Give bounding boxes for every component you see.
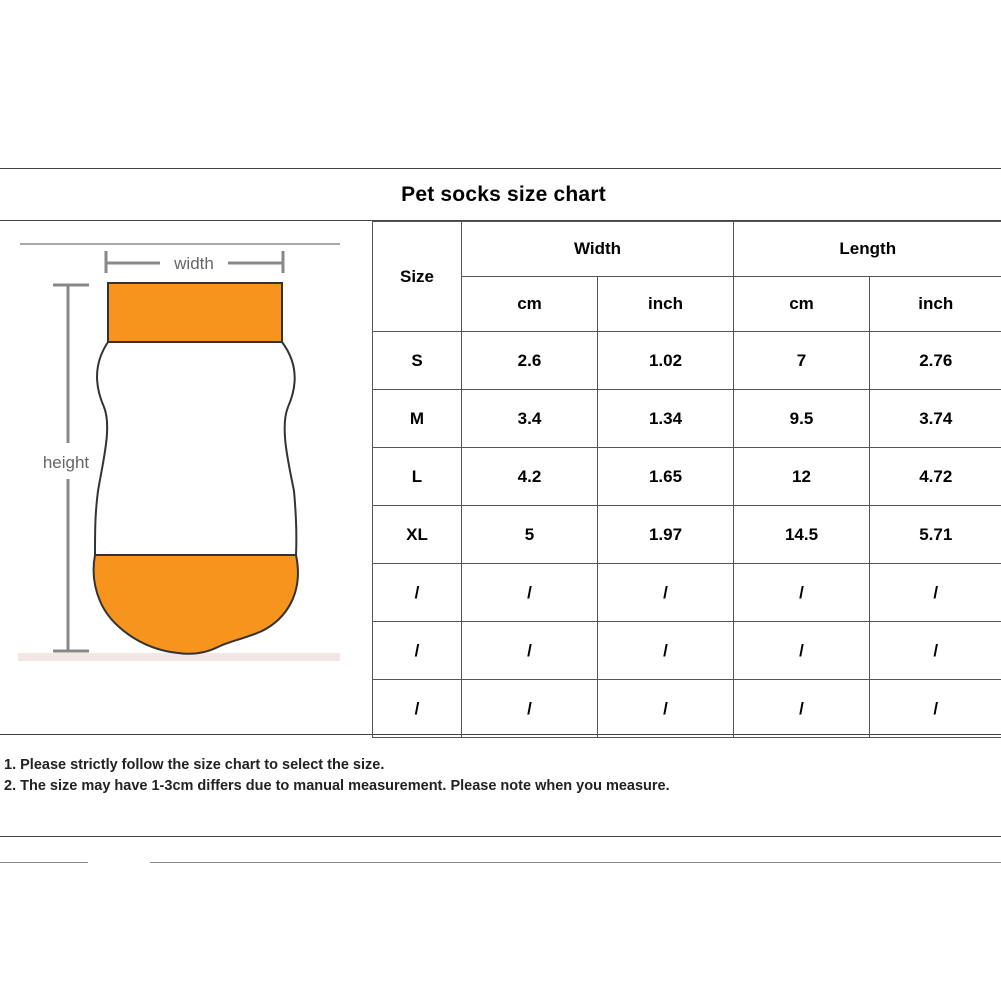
sock-top-band	[108, 283, 282, 342]
size-cell: XL	[373, 506, 462, 564]
width-inch-cell: /	[598, 564, 734, 622]
size-cell: /	[373, 622, 462, 680]
footer-rule-right	[150, 862, 1001, 863]
note-line: 2. The size may have 1-3cm differs due to manual measurement. Please note when you measure.	[4, 778, 670, 794]
width-group-header: Width	[462, 222, 734, 277]
width-inch-cell: 1.02	[598, 332, 734, 390]
width-inch-cell: 1.97	[598, 506, 734, 564]
unit-header: inch	[870, 277, 1001, 332]
length-cm-cell: /	[734, 564, 870, 622]
notes-bottom-rule	[0, 836, 1001, 837]
width-cm-cell: /	[462, 564, 598, 622]
width-cm-cell: 4.2	[462, 448, 598, 506]
table-row	[373, 680, 1001, 738]
height-label: height	[42, 453, 90, 472]
table-header-row	[373, 222, 1001, 277]
size-cell: S	[373, 332, 462, 390]
width-label: width	[174, 254, 214, 273]
table-row	[373, 564, 1001, 622]
width-cm-cell: /	[462, 680, 598, 738]
footer-rule-left	[0, 862, 88, 863]
width-inch-cell: 1.34	[598, 390, 734, 448]
length-cm-cell: /	[734, 622, 870, 680]
table-unit-row	[373, 277, 1001, 332]
table-row	[373, 622, 1001, 680]
length-inch-cell: 3.74	[870, 390, 1001, 448]
length-inch-cell: 5.71	[870, 506, 1001, 564]
chart-title: Pet socks size chart	[401, 183, 606, 206]
top-rule	[0, 168, 1001, 169]
size-cell: /	[373, 680, 462, 738]
length-inch-cell: 4.72	[870, 448, 1001, 506]
length-cm-cell: 12	[734, 448, 870, 506]
table-row	[373, 448, 1001, 506]
size-cell: /	[373, 564, 462, 622]
size-table	[372, 221, 1001, 738]
width-cm-cell: 2.6	[462, 332, 598, 390]
width-cm-cell: 3.4	[462, 390, 598, 448]
width-inch-cell: 1.65	[598, 448, 734, 506]
table-row	[373, 506, 1001, 564]
sock-illustration	[0, 221, 372, 735]
ground-shadow	[18, 653, 340, 661]
width-cm-cell: /	[462, 622, 598, 680]
size-cell: M	[373, 390, 462, 448]
length-cm-cell: 7	[734, 332, 870, 390]
length-inch-cell: /	[870, 564, 1001, 622]
note-line: 1. Please strictly follow the size chart to select the size.	[4, 757, 385, 773]
sock-body-outline	[95, 342, 296, 555]
length-cm-cell: 9.5	[734, 390, 870, 448]
sock-toe	[94, 555, 298, 654]
length-inch-cell: /	[870, 680, 1001, 738]
width-inch-cell: /	[598, 622, 734, 680]
unit-header: inch	[598, 277, 734, 332]
length-inch-cell: /	[870, 622, 1001, 680]
size-header: Size	[373, 222, 462, 332]
unit-header: cm	[462, 277, 598, 332]
length-cm-cell: /	[734, 680, 870, 738]
size-cell: L	[373, 448, 462, 506]
table-row	[373, 332, 1001, 390]
notes	[4, 755, 670, 797]
length-group-header: Length	[734, 222, 1001, 277]
unit-header: cm	[734, 277, 870, 332]
width-cm-cell: 5	[462, 506, 598, 564]
length-inch-cell: 2.76	[870, 332, 1001, 390]
table-row	[373, 390, 1001, 448]
length-cm-cell: 14.5	[734, 506, 870, 564]
width-inch-cell: /	[598, 680, 734, 738]
